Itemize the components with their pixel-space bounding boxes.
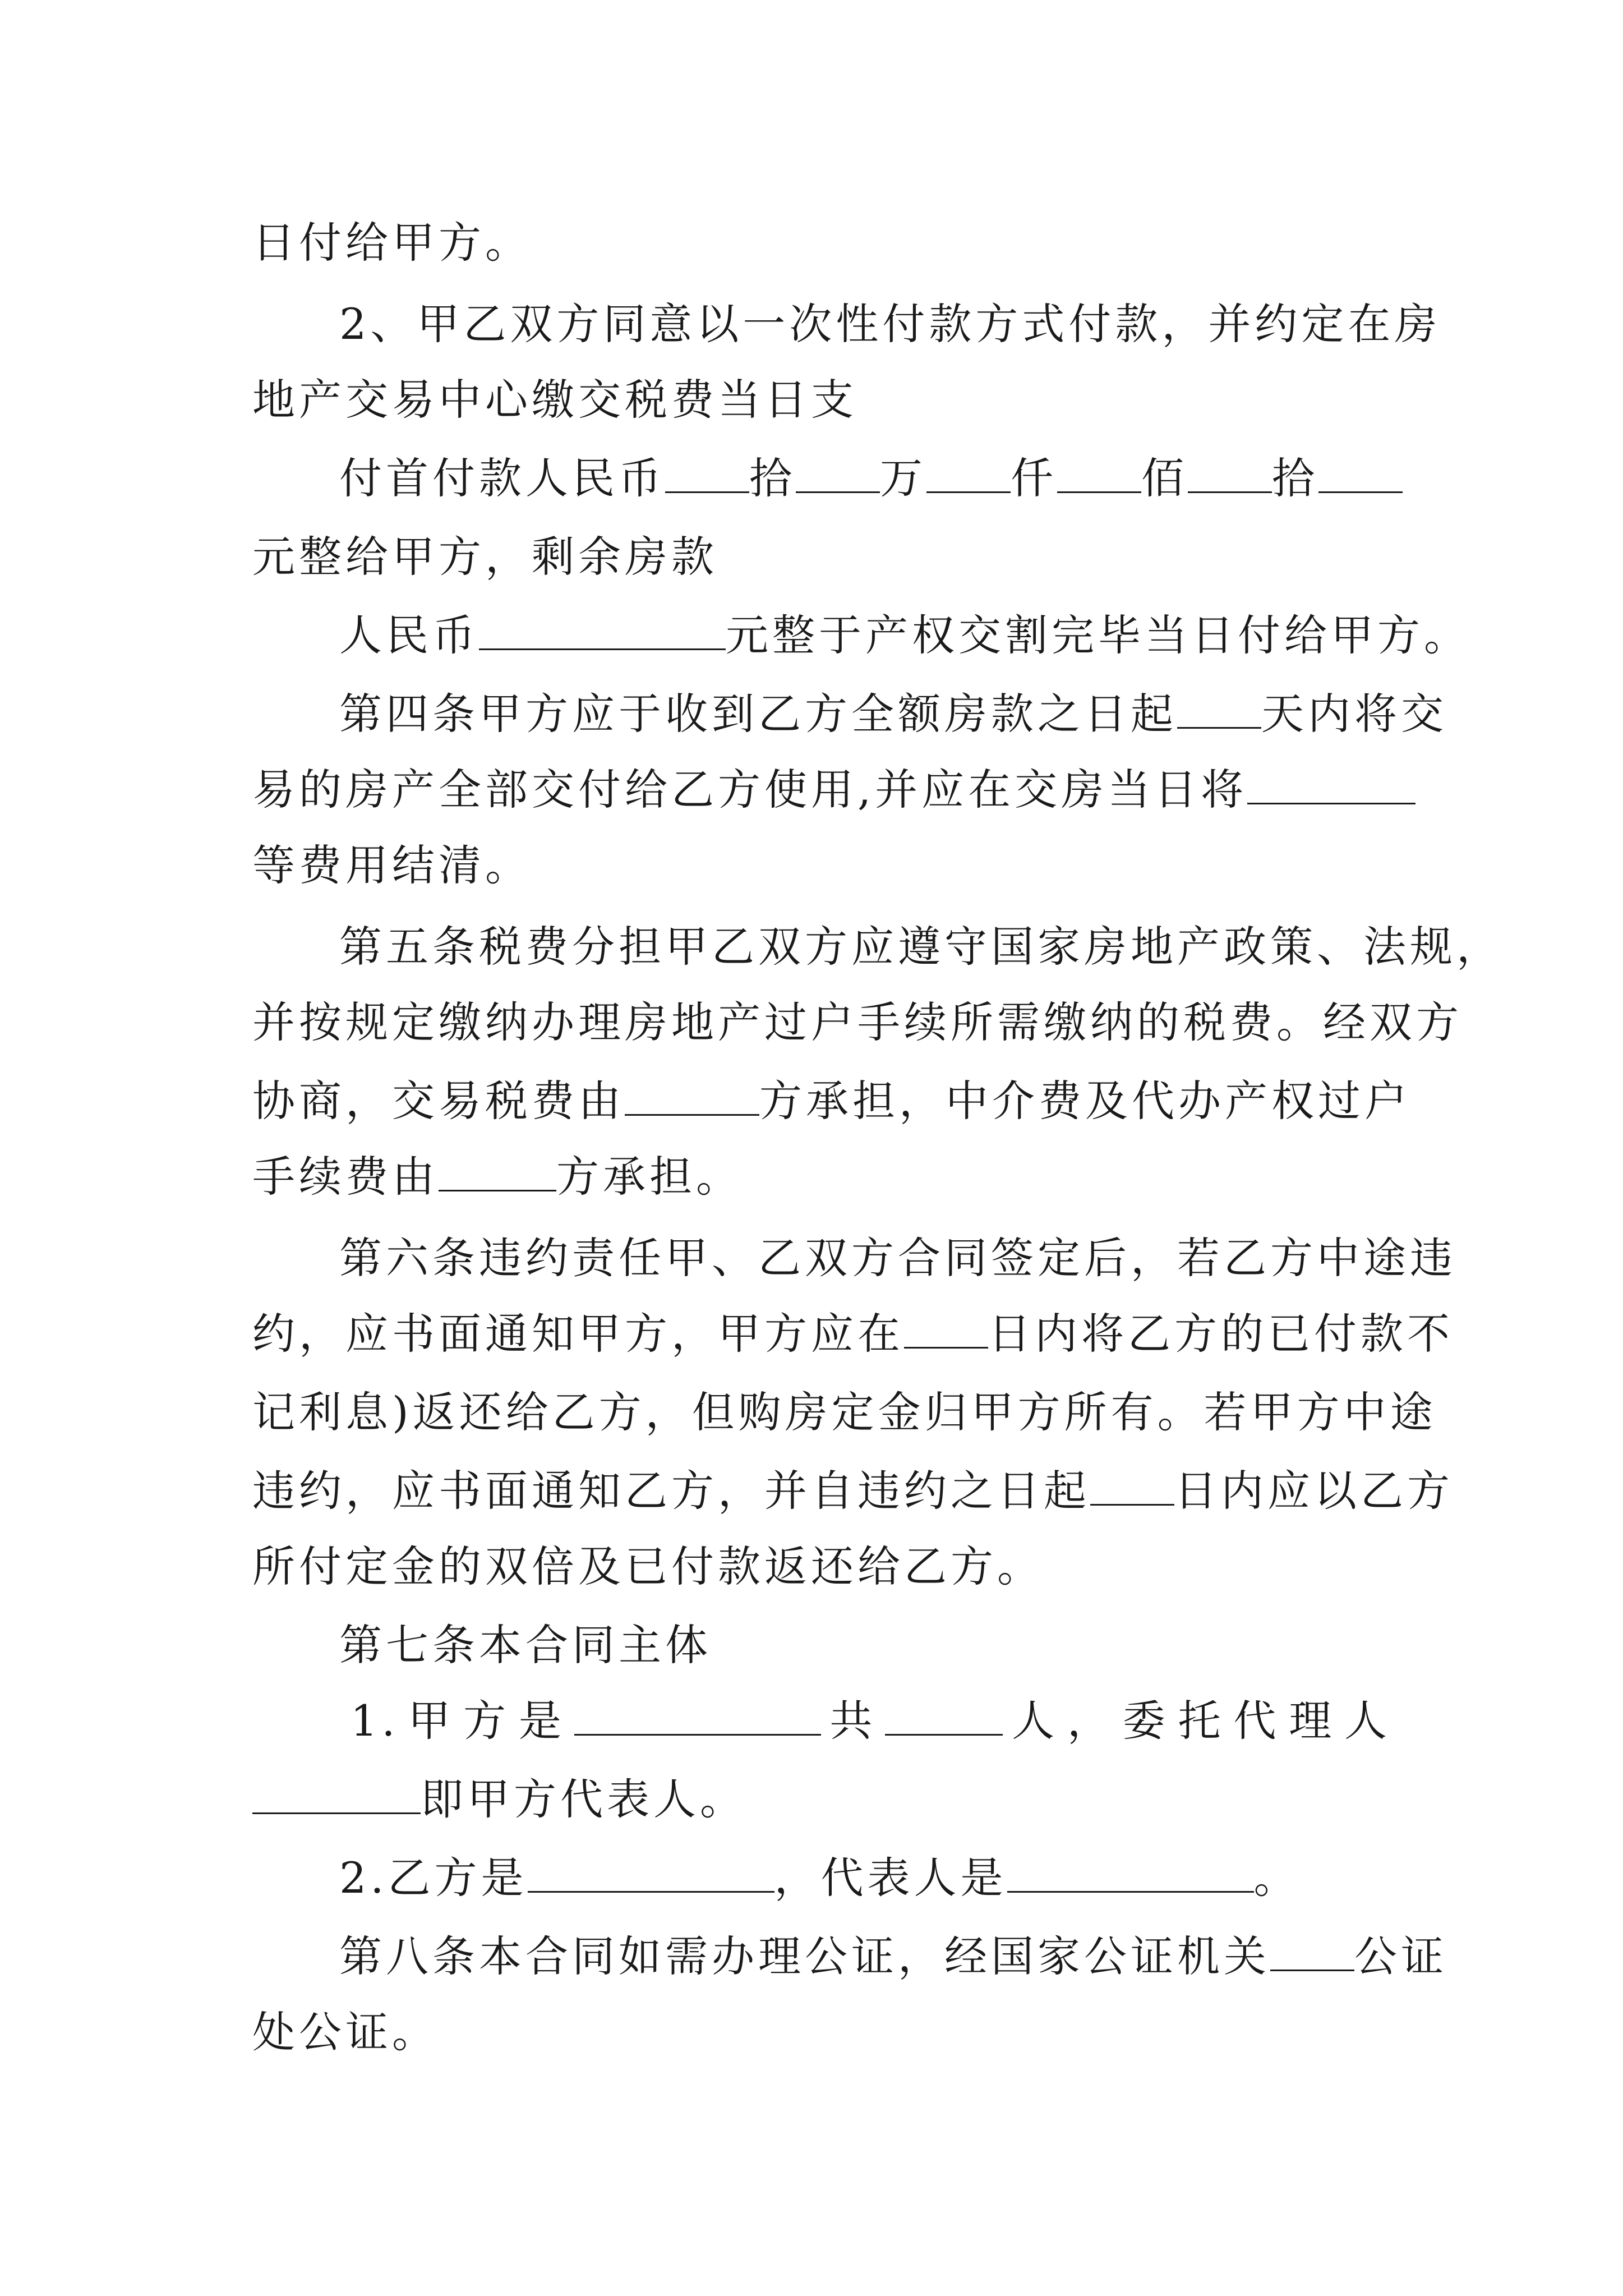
clause-5-line-3: 协商，交易税费由 方承担，中介费及代办产权过户 — [252, 1076, 1411, 1126]
blank-field[interactable] — [1177, 689, 1261, 729]
blank-field[interactable] — [574, 1696, 821, 1736]
blank-field[interactable] — [528, 1853, 774, 1893]
blank-field[interactable] — [479, 610, 726, 650]
clause-3-item-2-line-1: 2、甲乙双方同意以一次性付款方式付款，并约定在房 — [339, 299, 1441, 349]
clause-5-line-1: 第五条税费分担甲乙双方应遵守国家房地产政策、法规， — [339, 922, 1503, 972]
clause-4-line-1: 第四条甲方应于收到乙方全额房款之日起 天内将交 — [339, 689, 1447, 739]
down-payment-line-2: 元整给甲方，剩余房款 — [252, 532, 718, 582]
party-a-line-1: 1.甲方是 共 人，委托代理人 — [351, 1696, 1391, 1746]
clause-7-heading: 第七条本合同主体 — [339, 1620, 712, 1670]
blank-field[interactable] — [796, 453, 880, 493]
clause-6-line-2: 约，应书面通知甲方，甲方应在 日内将乙方的已付款不 — [252, 1309, 1454, 1359]
clause-6-line-4: 违约，应书面通知乙方，并自违约之日起 日内应以乙方 — [252, 1466, 1454, 1516]
clause-6-line-5: 所付定金的双倍及已付款返还给乙方。 — [252, 1542, 1044, 1591]
blank-field[interactable] — [926, 453, 1011, 493]
party-a-line-2: 即甲方代表人。 — [252, 1773, 1391, 1826]
blank-field[interactable] — [439, 1152, 556, 1191]
clause-5-line-4: 手续费由 方承担。 — [252, 1152, 743, 1202]
clause-3-item-2-line-2: 地产交易中心缴交税费当日支 — [252, 375, 857, 425]
party-b-line: 2.乙方是 ，代表人是 。 — [339, 1853, 1301, 1903]
blank-field[interactable] — [1270, 1931, 1354, 1971]
text-line-1: 日付给甲方。 — [252, 218, 532, 268]
blank-field[interactable] — [1007, 1853, 1254, 1893]
clause-8-line-1: 第八条本合同如需办理公证，经国家公证机关 公证 — [339, 1931, 1447, 1981]
blank-field[interactable] — [1188, 453, 1272, 493]
blank-field[interactable] — [1247, 765, 1415, 804]
clause-4-line-3: 等费用结清。 — [252, 840, 532, 890]
down-payment-line: 付首付款人民币 拾 万 仟 佰 拾 — [339, 452, 1391, 505]
blank-field[interactable] — [665, 453, 749, 493]
clause-6-line-3: 记利息)返还给乙方，但购房定金归甲方所有。若甲方中途 — [252, 1387, 1437, 1437]
blank-field[interactable] — [252, 1774, 421, 1814]
blank-field[interactable] — [1318, 453, 1403, 493]
blank-field[interactable] — [904, 1309, 988, 1349]
blank-field[interactable] — [625, 1076, 759, 1116]
clause-5-line-2: 并按规定缴纳办理房地产过户手续所需缴纳的税费。经双方 — [252, 997, 1463, 1047]
blank-field[interactable] — [885, 1696, 1003, 1736]
blank-field[interactable] — [1057, 453, 1141, 493]
clause-6-line-1: 第六条违约责任甲、乙双方合同签定后，若乙方中途违 — [339, 1233, 1456, 1283]
remaining-payment-line: 人民币 元整于产权交割完毕当日付给甲方。 — [339, 610, 1470, 660]
clause-8-line-2: 处公证。 — [252, 2007, 439, 2057]
blank-field[interactable] — [1090, 1466, 1174, 1506]
clause-4-line-2: 易的房产全部交付给乙方使用,并应在交房当日将 — [252, 763, 1391, 817]
